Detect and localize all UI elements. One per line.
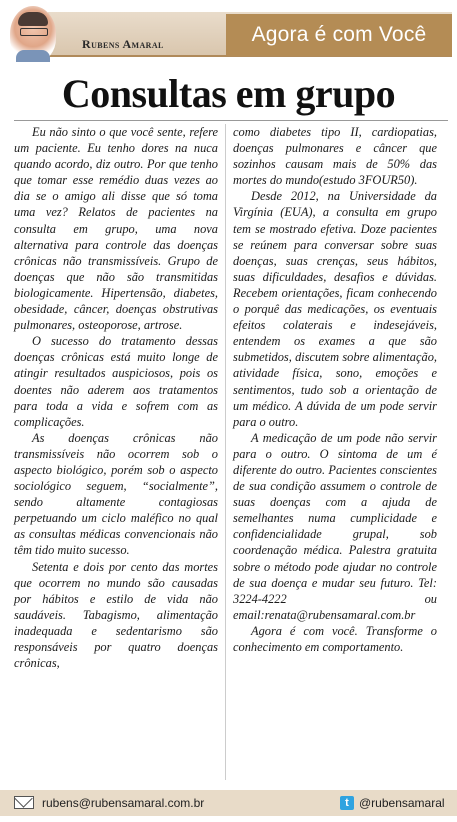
article-paragraph: Desde 2012, na Universidade da Virgínia (EUA), a consulta em grupo tem se mostrado efetiva. Doze pacientes se reúnem para conversar sobre suas doenças, suas crenças, seus hábitos, suas dificuldades, desafios e dúvidas. Recebem orientações, ficam conhecendo o porquê das medicações, os eventuais efeitos colaterais e indesejáveis, entendem os exames a que são submetidos, discutem sobre alimentação, atividade física, sono, emoções e sentimentos, tudo sob a orientação de um médico. A dúvida de um pode servir para o outro. <box>233 189 437 429</box>
article-title: Consultas em grupo <box>61 71 396 116</box>
author-email-link[interactable]: rubens@rubensamaral.com.br <box>42 796 205 810</box>
article-column-right <box>233 124 437 655</box>
twitter-handle-link[interactable]: @rubensamaral <box>359 796 445 810</box>
article-paragraph: O sucesso do tratamento dessas doenças crônicas está muito longe de atingir resultados auspiciosos, pois os doentes não aderem aos tratamentos para toda a vida e sofrem com as complicações. <box>14 334 218 429</box>
article-paragraph: Agora é com você. Transforme o conhecimento em comportamento. <box>233 623 437 654</box>
author-photo-glasses <box>20 28 48 36</box>
column-divider <box>225 124 226 780</box>
title-divider <box>14 120 448 121</box>
article-paragraph: como diabetes tipo II, cardiopatias, doenças pulmonares e câncer que sozinhos causam mais de 50% das mortes do mundo(estudo 3FOUR50). <box>233 125 437 188</box>
envelope-icon <box>14 796 34 809</box>
author-photo-shirt <box>16 50 50 62</box>
author-photo-hair <box>18 12 48 26</box>
article-paragraph: A medicação de um pode não servir para o outro. O sintoma de um é diferente do outro. Pacientes conscientes de sua condição assumem o controle de suas doenças com a ajuda de semelhantes numa cumplicidade e confidencialidade grupal, sob coordenação médica. Palestra gratuita sobre o método pode ajudar no controle de sua doença e mudar seu futuro. Tel: 3224-4222 ou email:renata@rubensamaral.com.br <box>233 430 437 622</box>
author-name: Rubens Amaral <box>82 37 164 51</box>
column-header <box>0 0 457 62</box>
column-title-box <box>226 14 452 56</box>
author-photo <box>10 6 56 62</box>
column-title: Agora é com Você <box>251 23 427 46</box>
twitter-icon: t <box>340 796 354 810</box>
article-paragraph: Eu não sinto o que você sente, refere um paciente. Eu tenho dores na nuca quando acordo, diz outro. Por que tenho que tomar esse remédio duas vezes ao dia se o amigo ali disse que só toma uma vez? Relatos de pacientes na consulta em grupo, uma nova alternativa para controle das doenças crônicas não transmissíveis. Grupo de doenças que não são transmitidas biologicamente. Hipertensão, diabetes, obesidade, câncer, doenças obstrutivas pulmonares, osteoporose, artrose. <box>14 125 218 333</box>
article-paragraph: Setenta e dois por cento das mortes que ocorrem no mundo são causadas por hábitos e estilo de vida não saudáveis. Tabagismo, alimentação inadequada e sedentarismo são responsáveis por quatro doenças crônicas, <box>14 559 218 671</box>
article-paragraph: As doenças crônicas não transmissíveis não ocorrem sob o aspecto biológico, porém sob o aspecto sociológico seguem, “socialmente”, sendo altamente contagiosas perpetuando um ciclo maléfico no qual as consultas médicas convencionais não têm tido muito sucesso. <box>14 430 218 558</box>
article-column-left <box>14 124 218 671</box>
